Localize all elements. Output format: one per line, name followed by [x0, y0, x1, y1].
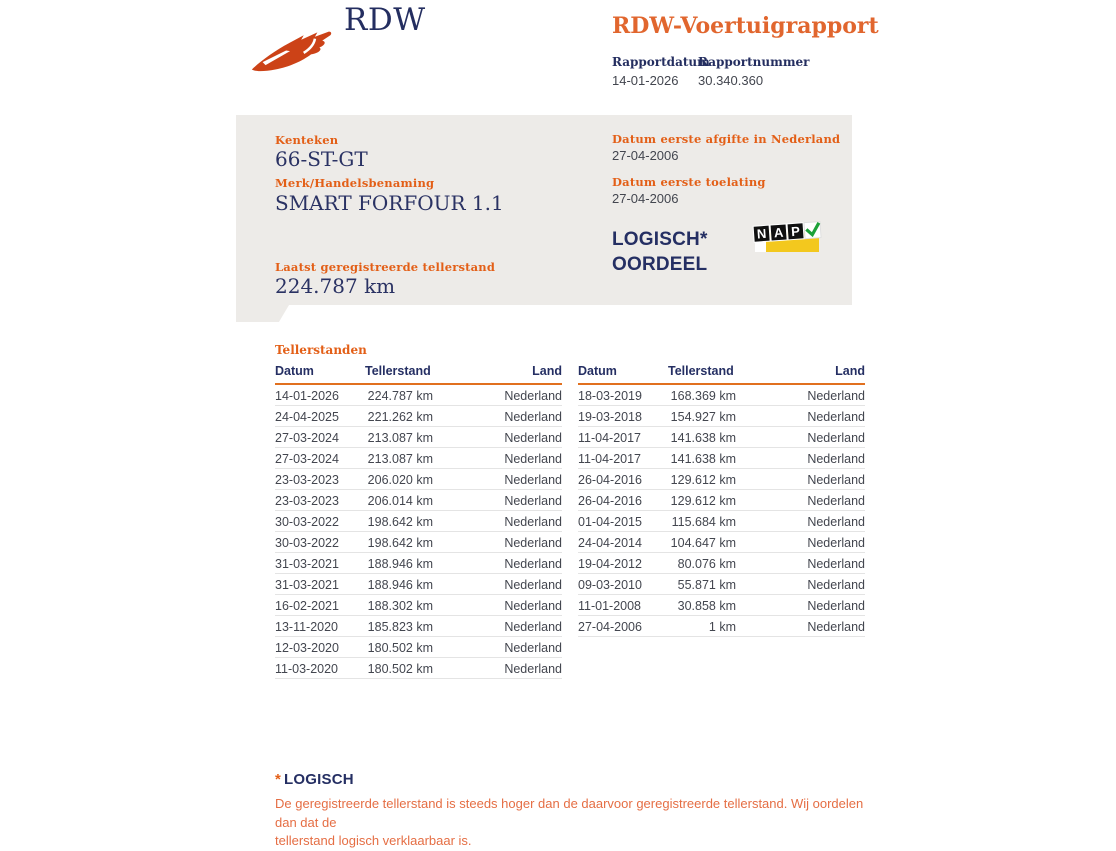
datum-cell: 31-03-2021	[275, 574, 365, 595]
laatste-tellerstand-value: 224.787 km	[275, 274, 396, 298]
footnote-text-line-1: De geregistreerde tellerstand is steeds hoger dan de daarvoor geregistreerde tellerstand. Wij oordelen dan dat de	[275, 796, 864, 830]
report-title: RDW-Voertuigrapport	[612, 13, 879, 39]
report-number-block	[698, 55, 809, 88]
tellerstand-cell: 80.076 km	[668, 553, 736, 574]
table-row	[275, 427, 562, 448]
datum-cell: 27-03-2024	[275, 427, 365, 448]
table-header-row	[275, 364, 562, 384]
datum-cell: 09-03-2010	[578, 574, 668, 595]
land-cell: Nederland	[433, 427, 562, 448]
tellerstand-cell: 141.638 km	[668, 427, 736, 448]
land-cell: Nederland	[433, 490, 562, 511]
datum-cell: 27-04-2006	[578, 616, 668, 637]
tellerstand-cell: 206.020 km	[365, 469, 433, 490]
tellerstand-cell: 129.612 km	[668, 469, 736, 490]
footnote-title-text: LOGISCH	[284, 771, 354, 788]
land-column-header: Land	[433, 364, 562, 384]
datum-cell: 30-03-2022	[275, 532, 365, 553]
table-row	[578, 384, 865, 406]
tellerstand-column-header: Tellerstand	[668, 364, 736, 384]
eerste-afgifte-value: 27-04-2006	[612, 148, 679, 163]
land-cell: Nederland	[433, 406, 562, 427]
land-cell: Nederland	[433, 595, 562, 616]
table-row	[275, 511, 562, 532]
land-cell: Nederland	[433, 532, 562, 553]
datum-cell: 16-02-2021	[275, 595, 365, 616]
tellerstand-cell: 129.612 km	[668, 490, 736, 511]
land-cell: Nederland	[433, 448, 562, 469]
tellerstand-cell: 141.638 km	[668, 448, 736, 469]
datum-cell: 26-04-2016	[578, 490, 668, 511]
oordeel-verdict	[612, 227, 708, 277]
datum-cell: 31-03-2021	[275, 553, 365, 574]
rdw-wordmark: RDW	[344, 2, 426, 38]
tellerstand-cell: 115.684 km	[668, 511, 736, 532]
table-row	[578, 490, 865, 511]
tellerstand-cell: 206.014 km	[365, 490, 433, 511]
tellerstand-cell: 1 km	[668, 616, 736, 637]
table-row	[578, 574, 865, 595]
datum-cell: 11-04-2017	[578, 448, 668, 469]
nap-letter-p: P	[790, 223, 801, 240]
land-cell: Nederland	[433, 574, 562, 595]
tellerstand-cell: 198.642 km	[365, 532, 433, 553]
land-cell: Nederland	[736, 616, 865, 637]
kenteken-label: Kenteken	[275, 133, 339, 147]
land-cell: Nederland	[433, 658, 562, 679]
tellerstanden-table-right	[578, 364, 865, 637]
land-cell: Nederland	[736, 511, 865, 532]
nap-logo-icon	[752, 220, 820, 260]
tellerstand-cell: 185.823 km	[365, 616, 433, 637]
datum-cell: 12-03-2020	[275, 637, 365, 658]
tellerstand-cell: 154.927 km	[668, 406, 736, 427]
report-date-label: Rapportdatum	[612, 55, 710, 69]
merk-value: SMART FORFOUR 1.1	[275, 191, 504, 215]
tellerstand-cell: 224.787 km	[365, 384, 433, 406]
tellerstand-cell: 180.502 km	[365, 658, 433, 679]
land-cell: Nederland	[433, 553, 562, 574]
report-header	[612, 13, 902, 88]
tellerstand-cell: 188.946 km	[365, 574, 433, 595]
tellerstand-cell: 213.087 km	[365, 448, 433, 469]
datum-cell: 27-03-2024	[275, 448, 365, 469]
datum-cell: 11-04-2017	[578, 427, 668, 448]
table-row	[578, 427, 865, 448]
datum-cell: 11-03-2020	[275, 658, 365, 679]
tellerstand-cell: 213.087 km	[365, 427, 433, 448]
eerste-toelating-label: Datum eerste toelating	[612, 175, 766, 189]
datum-cell: 11-01-2008	[578, 595, 668, 616]
table-row	[275, 384, 562, 406]
land-cell: Nederland	[736, 448, 865, 469]
datum-column-header: Datum	[275, 364, 365, 384]
table-row	[275, 574, 562, 595]
tellerstand-cell: 180.502 km	[365, 637, 433, 658]
table-row	[578, 448, 865, 469]
tellerstanden-heading: Tellerstanden	[275, 343, 367, 357]
footnote-asterisk: *	[275, 771, 282, 788]
datum-cell: 23-03-2023	[275, 469, 365, 490]
datum-cell: 24-04-2025	[275, 406, 365, 427]
footnote-title	[275, 771, 875, 788]
table-row	[275, 469, 562, 490]
merk-label: Merk/Handelsbenaming	[275, 176, 435, 190]
datum-cell: 19-04-2012	[578, 553, 668, 574]
table-row	[578, 616, 865, 637]
land-cell: Nederland	[736, 469, 865, 490]
land-cell: Nederland	[736, 490, 865, 511]
table-row	[275, 532, 562, 553]
table-row	[275, 490, 562, 511]
table-row	[275, 448, 562, 469]
table-row	[275, 595, 562, 616]
rdw-logo-icon	[246, 18, 334, 78]
nap-letter-n: N	[756, 225, 767, 242]
datum-cell: 14-01-2026	[275, 384, 365, 406]
land-cell: Nederland	[736, 574, 865, 595]
tellerstand-cell: 55.871 km	[668, 574, 736, 595]
datum-cell: 18-03-2019	[578, 384, 668, 406]
land-cell: Nederland	[736, 595, 865, 616]
datum-cell: 01-04-2015	[578, 511, 668, 532]
table-row	[578, 532, 865, 553]
tellerstand-cell: 168.369 km	[668, 384, 736, 406]
datum-column-header: Datum	[578, 364, 668, 384]
land-cell: Nederland	[736, 427, 865, 448]
table-row	[275, 406, 562, 427]
datum-cell: 23-03-2023	[275, 490, 365, 511]
land-cell: Nederland	[433, 637, 562, 658]
eerste-toelating-value: 27-04-2006	[612, 191, 679, 206]
land-column-header: Land	[736, 364, 865, 384]
tellerstand-cell: 188.302 km	[365, 595, 433, 616]
land-cell: Nederland	[736, 532, 865, 553]
tellerstand-cell: 188.946 km	[365, 553, 433, 574]
laatste-tellerstand-label: Laatst geregistreerde tellerstand	[275, 260, 496, 274]
report-number-value: 30.340.360	[698, 73, 764, 88]
table-row	[578, 595, 865, 616]
datum-cell: 13-11-2020	[275, 616, 365, 637]
table-row	[578, 469, 865, 490]
nap-letter-a: A	[773, 224, 784, 241]
datum-cell: 30-03-2022	[275, 511, 365, 532]
table-row	[275, 553, 562, 574]
footnote-text-line-2: tellerstand logisch verklaarbaar is.	[275, 833, 472, 848]
table-row	[578, 406, 865, 427]
land-cell: Nederland	[433, 616, 562, 637]
datum-cell: 24-04-2014	[578, 532, 668, 553]
tellerstanden-section	[275, 343, 865, 679]
table-row	[578, 511, 865, 532]
table-row	[578, 553, 865, 574]
table-row	[275, 616, 562, 637]
tellerstand-cell: 104.647 km	[668, 532, 736, 553]
land-cell: Nederland	[736, 384, 865, 406]
tellerstand-cell: 30.858 km	[668, 595, 736, 616]
table-header-row	[578, 364, 865, 384]
land-cell: Nederland	[433, 511, 562, 532]
land-cell: Nederland	[736, 553, 865, 574]
tellerstand-cell: 198.642 km	[365, 511, 433, 532]
vehicle-summary-card	[236, 115, 852, 305]
eerste-afgifte-label: Datum eerste afgifte in Nederland	[612, 132, 841, 146]
report-date-value: 14-01-2026	[612, 73, 679, 88]
oordeel-line1: LOGISCH*	[612, 229, 708, 250]
land-cell: Nederland	[433, 469, 562, 490]
tellerstand-column-header: Tellerstand	[365, 364, 433, 384]
kenteken-value: 66-ST-GT	[275, 147, 368, 171]
table-row	[275, 637, 562, 658]
land-cell: Nederland	[433, 384, 562, 406]
oordeel-line2: OORDEEL	[612, 254, 708, 275]
land-cell: Nederland	[736, 406, 865, 427]
report-number-label: Rapportnummer	[698, 55, 810, 69]
report-meta	[612, 55, 902, 88]
logisch-footnote	[275, 771, 875, 851]
table-row	[275, 658, 562, 679]
tellerstanden-table-left	[275, 364, 562, 679]
report-date-block	[612, 55, 710, 88]
tellerstand-cell: 221.262 km	[365, 406, 433, 427]
datum-cell: 19-03-2018	[578, 406, 668, 427]
datum-cell: 26-04-2016	[578, 469, 668, 490]
